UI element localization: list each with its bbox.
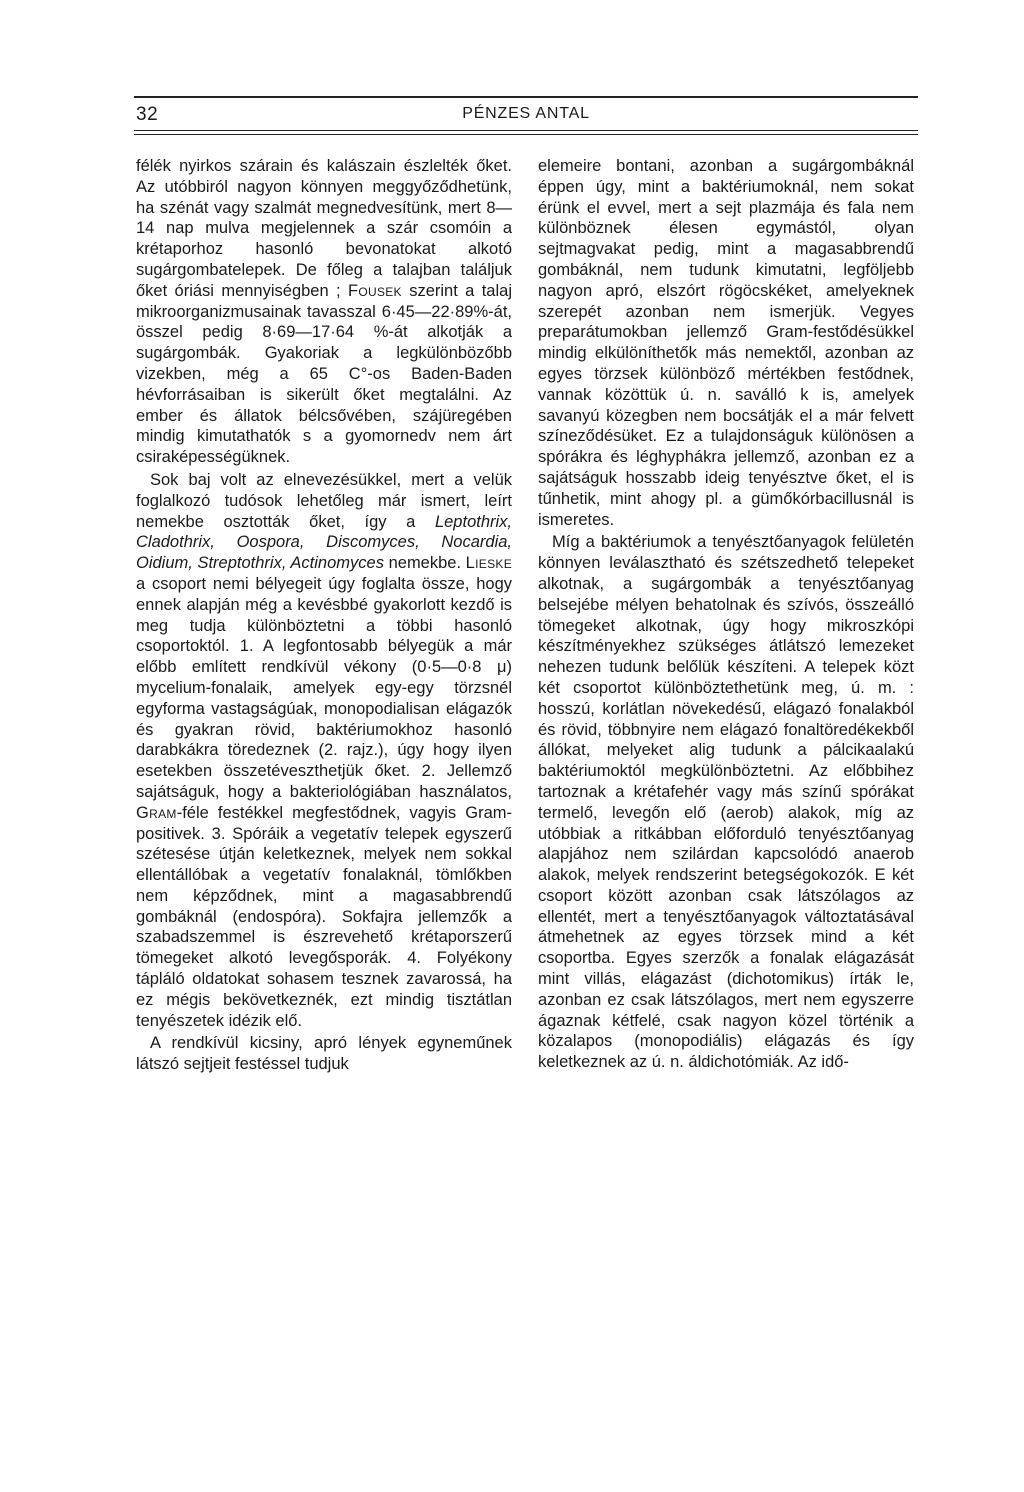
paragraph: A rendkívül kicsiny, apró lények egyneműnek látszó sejtjeit festéssel tudjuk (136, 1034, 512, 1074)
right-column (538, 156, 914, 1073)
paragraph: Sok baj volt az elnevezésükkel, mert a velük foglalkozó tudósok lehetőleg már ismert, leírt nemekbe osztották őket, így a Leptothrix, Cladothrix, Oospora, Discomyces, Nocardia, Oidium, Streptothrix, Actinomyces nemekbe. Lieske a csoport nemi bélyegeit úgy foglalta össze, hogy ennek alapján még a kevésbbé gyakorlott kezdő is meg tudja különböztetni a többi hasonló csoportoktól. 1. A legfontosabb bélyegük a már előbb említett rendkívül vékony (0·5—0·8 μ) mycelium-fonalaik, amelyek egy-egy törzsnél egyforma vastagságúak, monopodialisan elágazók és gyakran rövid, baktériumokhoz hasonló darabkákra töredeznek (2. rajz.), úgy hogy ilyen esetekben összetéveszthetjük őket. 2. Jellemző sajátságuk, hogy a bakteriológiában használatos, Gram-féle festékkel megfestődnek, vagyis Gram-positivek. 3. Spóráik a vegetatív telepek egyszerű szétesése útján keletkeznek, melyek nem sokkal ellentállóbak a vegetatív fonalaknál, tömlőkben nem képződnek, mint a magasabbrendű gombáknál (endospóra). Sokfajra jellemzők a szabadszemmel is észrevehető krétaporszerű tömegeket alkotó levegősporák. 4. Folyékony tápláló oldatokat sohasem tesznek zavarossá, ha ez mégis bekövetkeznék, ezt mindig tisztátlan tenyészetek idézik elő. (136, 470, 512, 1030)
left-column (136, 156, 512, 1075)
author-name: Fousek (347, 281, 402, 300)
author-name: Gram (136, 803, 177, 822)
running-head: PÉNZES ANTAL (462, 105, 590, 122)
paragraph: elemeire bontani, azonban a sugárgombáknál éppen úgy, mint a baktériumoknál, nem sokat érünk el evvel, mert a sejt plazmája és fala nem különböznek élesen egymástól, olyan sejtmagvakat pedig, mint a magasabbrendű gombáknál, nem tudunk kimutatni, legföljebb nagyon apró, elszórt rögöcskéket, amelyeknek szerepét azonban nem ismerjük. Vegyes preparátumokban jellemző Gram-festődésükkel mindig elkülöníthetők más nemektől, azonban az egyes törzsek különböző mértékben festődnek, vannak közöttük ú. n. saválló k is, amelyek savanyú közegben nem bocsátják el a már felvett színeződésüket. Ez a tulajdonságuk különösen a spórákra és léghyphákra jellemző, azonban ez a sajátságuk hosszabb ideig tenyésztve őket, el is tűnhetik, mint ahogy pl. a gümőkórbacillusnál is ismeretes. (538, 157, 914, 529)
header-rule-double (134, 130, 918, 135)
page-number: 32 (136, 104, 159, 125)
paragraph: félék nyirkos szárain és kalászain észlelték őket. Az utóbbiról nagyon könnyen meggyőződhetünk, ha szénát vagy szalmát megnedvesítünk, mert 8—14 nap mulva megjelennek a szár csomóin a krétaporhoz hasonló bevonatokat alkotó sugárgombatelepek. De főleg a talajban találjuk őket óriási mennyiségben ; Fousek szerint a talaj mikroorganizmusainak tavasszal 6·45—22·89%-át, összel pedig 8·69—17·64 %-át alkotják a sugárgombák. Gyakoriak a legkülönbözőbb vizekben, még a 65 C°-os Baden-Baden hévforrásaiban is sikerült őket megtalálni. Az ember és állatok bélcsővében, szájüregében mindig kimutathatók s a gyomornedv nem árt csiraképességüknek. (136, 157, 512, 467)
header-rule-top (134, 96, 918, 98)
author-name: Lieske (465, 554, 512, 573)
paragraph: Míg a baktériumok a tenyésztőanyagok felületén könnyen leválasztható és szétszedhető telepeket alkotnak, a sugárgombák a tenyésztőanyag belsejébe mélyen behatolnak és szívós, összeálló tömegeket alkotnak, úgy hogy mikroszkópi készítményekhez szükséges átlátszó lemezeket nehezen tudunk belőlük készíteni. A telepek közt két csoportot különböztethetünk meg, ú. m. : hosszú, korlátlan növekedésű, elágazó fonalakból és rövid, többnyire nem elágazó fonaltöredékekből állókat, melyeket alig tudunk a pálcikaalakú baktériumoktól megkülönböztetni. Az előbbihez tartoznak a krétafehér vagy más színű spórákat termelő, levegőn elő (aerob) alakok, míg az utóbbiak a ritkábban előforduló tenyésztőanyag alapjához nem szilárdan kapcsolódó anaerob alakok, melyek rendszerint betegségokozók. E két csoport között azonban csak látszólagos az ellentét, mert a tenyésztőanyagok változtatásával átmehetnek az egyes törzsek mind a két csoportba. Egyes szerzők a fonalak elágazását mint villás, elágazást (dichotomikus) írták le, azonban ez csak látszólagos, mert nem egyszerre ágaznak kétfelé, csak nagyon közel történik a közalapos (monopodiális) elágazás és így keletkeznek az ú. n. áldichotómiák. Az idő- (538, 533, 914, 1072)
genus-list: Leptothrix, Cladothrix, Oospora, Discomyces, Nocardia, Oidium, Streptothrix, Actinomyces (136, 512, 512, 573)
